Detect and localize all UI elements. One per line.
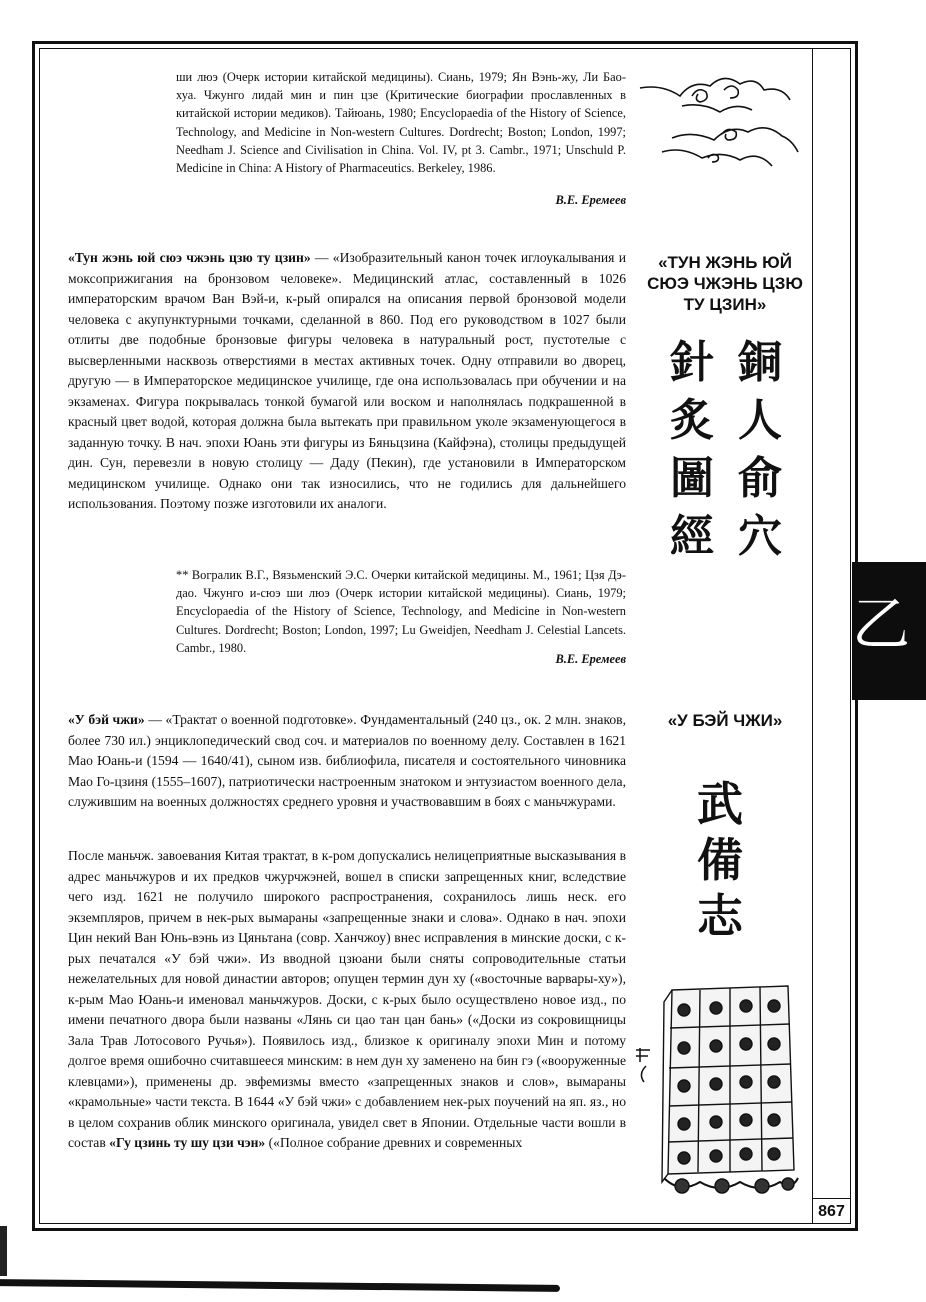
- tab-glyph: 乙: [852, 590, 911, 658]
- entry-u-bei-zhi-body: [68, 710, 626, 813]
- entry-u-bei-zhi-body-2: [68, 846, 626, 1154]
- entry-text: — «Изобразительный канон точек иглоукалывания и моксоприжигания на бронзовом человеке». Медицинский атлас, составленный в 1026 императорским врачом Ван Вэй-и, к-рый опирался на описания первой бронзовой модели человека с акупунктурными точками, сделанной в 860. Под его руководством в 1027 были отлиты две подобные бронзовые фигуры человека в натуральный рост, пустотелые с высверленными насквозь отверстиями в местах активных точек. Одну отправили во дворец, другую — в Императорское медицинское училище, где она использовалась при обучении и на экзаменах. Фигура покрывалась тонкой бумагой или воском и наполнялась подкрашенной в красный цвет водой, которая должна была вытекать при правильном уколе экзаменующегося в заданную точку. В нач. эпохи Юань эти фигуры из Бяньцзина (Кайфэна), столицы предыдущей дин. Сун, перевезли в новую столицу — Даду (Пекин), где установили в Императорском медицинском училище. Однако они так износились, что не годились для дальнейшего использования. Поэтому позже изготовили их аналоги.: [68, 250, 627, 511]
- hanzi-column: [690, 776, 750, 944]
- cloud-ornament-icon: [632, 66, 802, 186]
- entry-tun-zhen-references: ** Вогралик В.Г., Вязьменский Э.С. Очерки китайской медицины. М., 1961; Цзя Дэ-дао. Чжунго и-сюэ ши люэ (Очерк истории китайской медицины). Сиань, 1979; Encyclopaedia of the History of Science, Technology, and Medicine in Non-western Cultures. Dordrecht; Boston; London, 1997; Lu Gweidjen, Needham J. Celestial Lancets. Cambr., 1980.: [176, 568, 626, 655]
- cross-reference: «Гу цзинь ту шу цзи чэн»: [109, 1135, 266, 1150]
- side-title-u-bei-zhi: «У БЭЙ ЧЖИ»: [667, 711, 783, 730]
- page-number: 867: [812, 1198, 851, 1224]
- hanzi-char: 穴: [738, 511, 782, 562]
- side-title-tun-zhen: «ТУН ЖЭНЬ ЮЙ СЮЭ ЧЖЭНЬ ЦЗЮ ТУ ЦЗИН»: [647, 253, 803, 314]
- margin-rule: [812, 48, 813, 1224]
- scroll-ornament-icon: [632, 1044, 662, 1084]
- top-references: ши люэ (Очерк истории китайской медицины). Сиань, 1979; Ян Вэнь-жу, Ли Бао-хуа. Чжунго лидай мин и пин цзе (Критические биографии прославленных в китайской истории медиков). Тайюань, 1980; Encyclopaedia of the History of Science, Technology, and Medicine in Non-western Cultures. Dordrecht; Boston; London, 1997; Needham J. Science and Civilisation in China. Vol. IV, pt 3. Cambr., 1971; Unschuld P. Medicine in China: A History of Pharmaceutics. Berkeley, 1986.: [176, 70, 626, 176]
- entry-tun-zhen-body: [68, 248, 626, 515]
- hanzi-column-left: [662, 334, 722, 566]
- hanzi-char: 針: [670, 337, 714, 388]
- section-thumb-tab: [852, 562, 926, 700]
- hanzi-char: 經: [670, 511, 714, 562]
- scan-edge-left: [0, 1226, 7, 1276]
- hanzi-column-right: [730, 334, 790, 566]
- hanzi-char: 俞: [738, 453, 782, 504]
- top-signature: В.Е. Еремеев: [555, 193, 626, 207]
- hanzi-char: 炙: [670, 395, 714, 446]
- hanzi-char: 銅: [738, 337, 782, 388]
- scan-edge-bottom: [0, 1279, 560, 1292]
- hanzi-char: 人: [738, 395, 782, 446]
- entry-tun-zhen-signature: В.Е. Еремеев: [555, 652, 626, 666]
- entry-text: — «Трактат о военной подготовке». Фундаментальный (240 цз., ок. 2 млн. знаков, более 730 ил.) энциклопедический свод соч. и материалов по военному делу. Составлен в 1621 Мао Юань-и (1594 — 1640/41), сыном изв. библиофила, писателя и состоятельного чиновника Мао Го-цзиня (1555–1607), патриотически настроенным знатоком и энтузиастом военного дела, служившим на военных должностях среднего уровня и участвовавшим в боях с маньчжурами.: [68, 712, 626, 809]
- hanzi-char: 備: [697, 833, 743, 887]
- hanzi-char: 志: [697, 889, 743, 943]
- entry-text: («Полное собрание древних и современных: [265, 1135, 523, 1150]
- entry-text: После маньчж. завоевания Китая трактат, в к-ром допускались нелицеприятные высказывания в адрес маньчжуров и их предков чжурчжэней, вошел в списки запрещенных книг, вследствие чего изд. 1621 не получило широкого распространения, сохранилось лишь неск. его экземпляров, причем в нек-рых вымараны «запрещенные знаки и слова». Однако в нач. эпохи Цин некий Ван Юнь-вэнь из Цяньтана (совр. Ханчжоу) внес исправления в минские доски, с к-рых печатался «У бэй чжи». Из вводной цзюани были сняты сопроводительные статьи нежелательных для новой династии авторов; опущен термин дун ху («восточные варвары-ху»), к-рым Мао Юань-и именовал маньчжуров. Доски, с к-рых было осуществлено новое изд., по имени печатного двора были названы «Лянь си цао тан цан бань» («Доски из сокровищницы Зала Трав Лотосового Ручья»). Появилось изд., близкое к оригиналу эпохи Мин и потому долгое время ошибочно считавшееся минским: в нем дун ху заменено на бин гэ («вооруженные клевцами»), применены др. эвфемизмы вместо «запрещенных знаков и слов», вымараны «крамольные» части текста. В 1644 «У бэй чжи» с добавлением нек-рых поучений на яп. яз., но в целом сохранив облик минского оригинала, увидел свет в Японии. Отдельные части вошли в состав: [68, 848, 626, 1150]
- hanzi-char: 圖: [670, 453, 714, 504]
- hanzi-char: 武: [697, 777, 743, 831]
- entry-headword: «Тун жэнь юй сюэ чжэнь цзю ту цзин»: [68, 250, 311, 265]
- siege-tower-illustration-icon: [660, 982, 800, 1197]
- entry-headword: «У бэй чжи»: [68, 712, 145, 727]
